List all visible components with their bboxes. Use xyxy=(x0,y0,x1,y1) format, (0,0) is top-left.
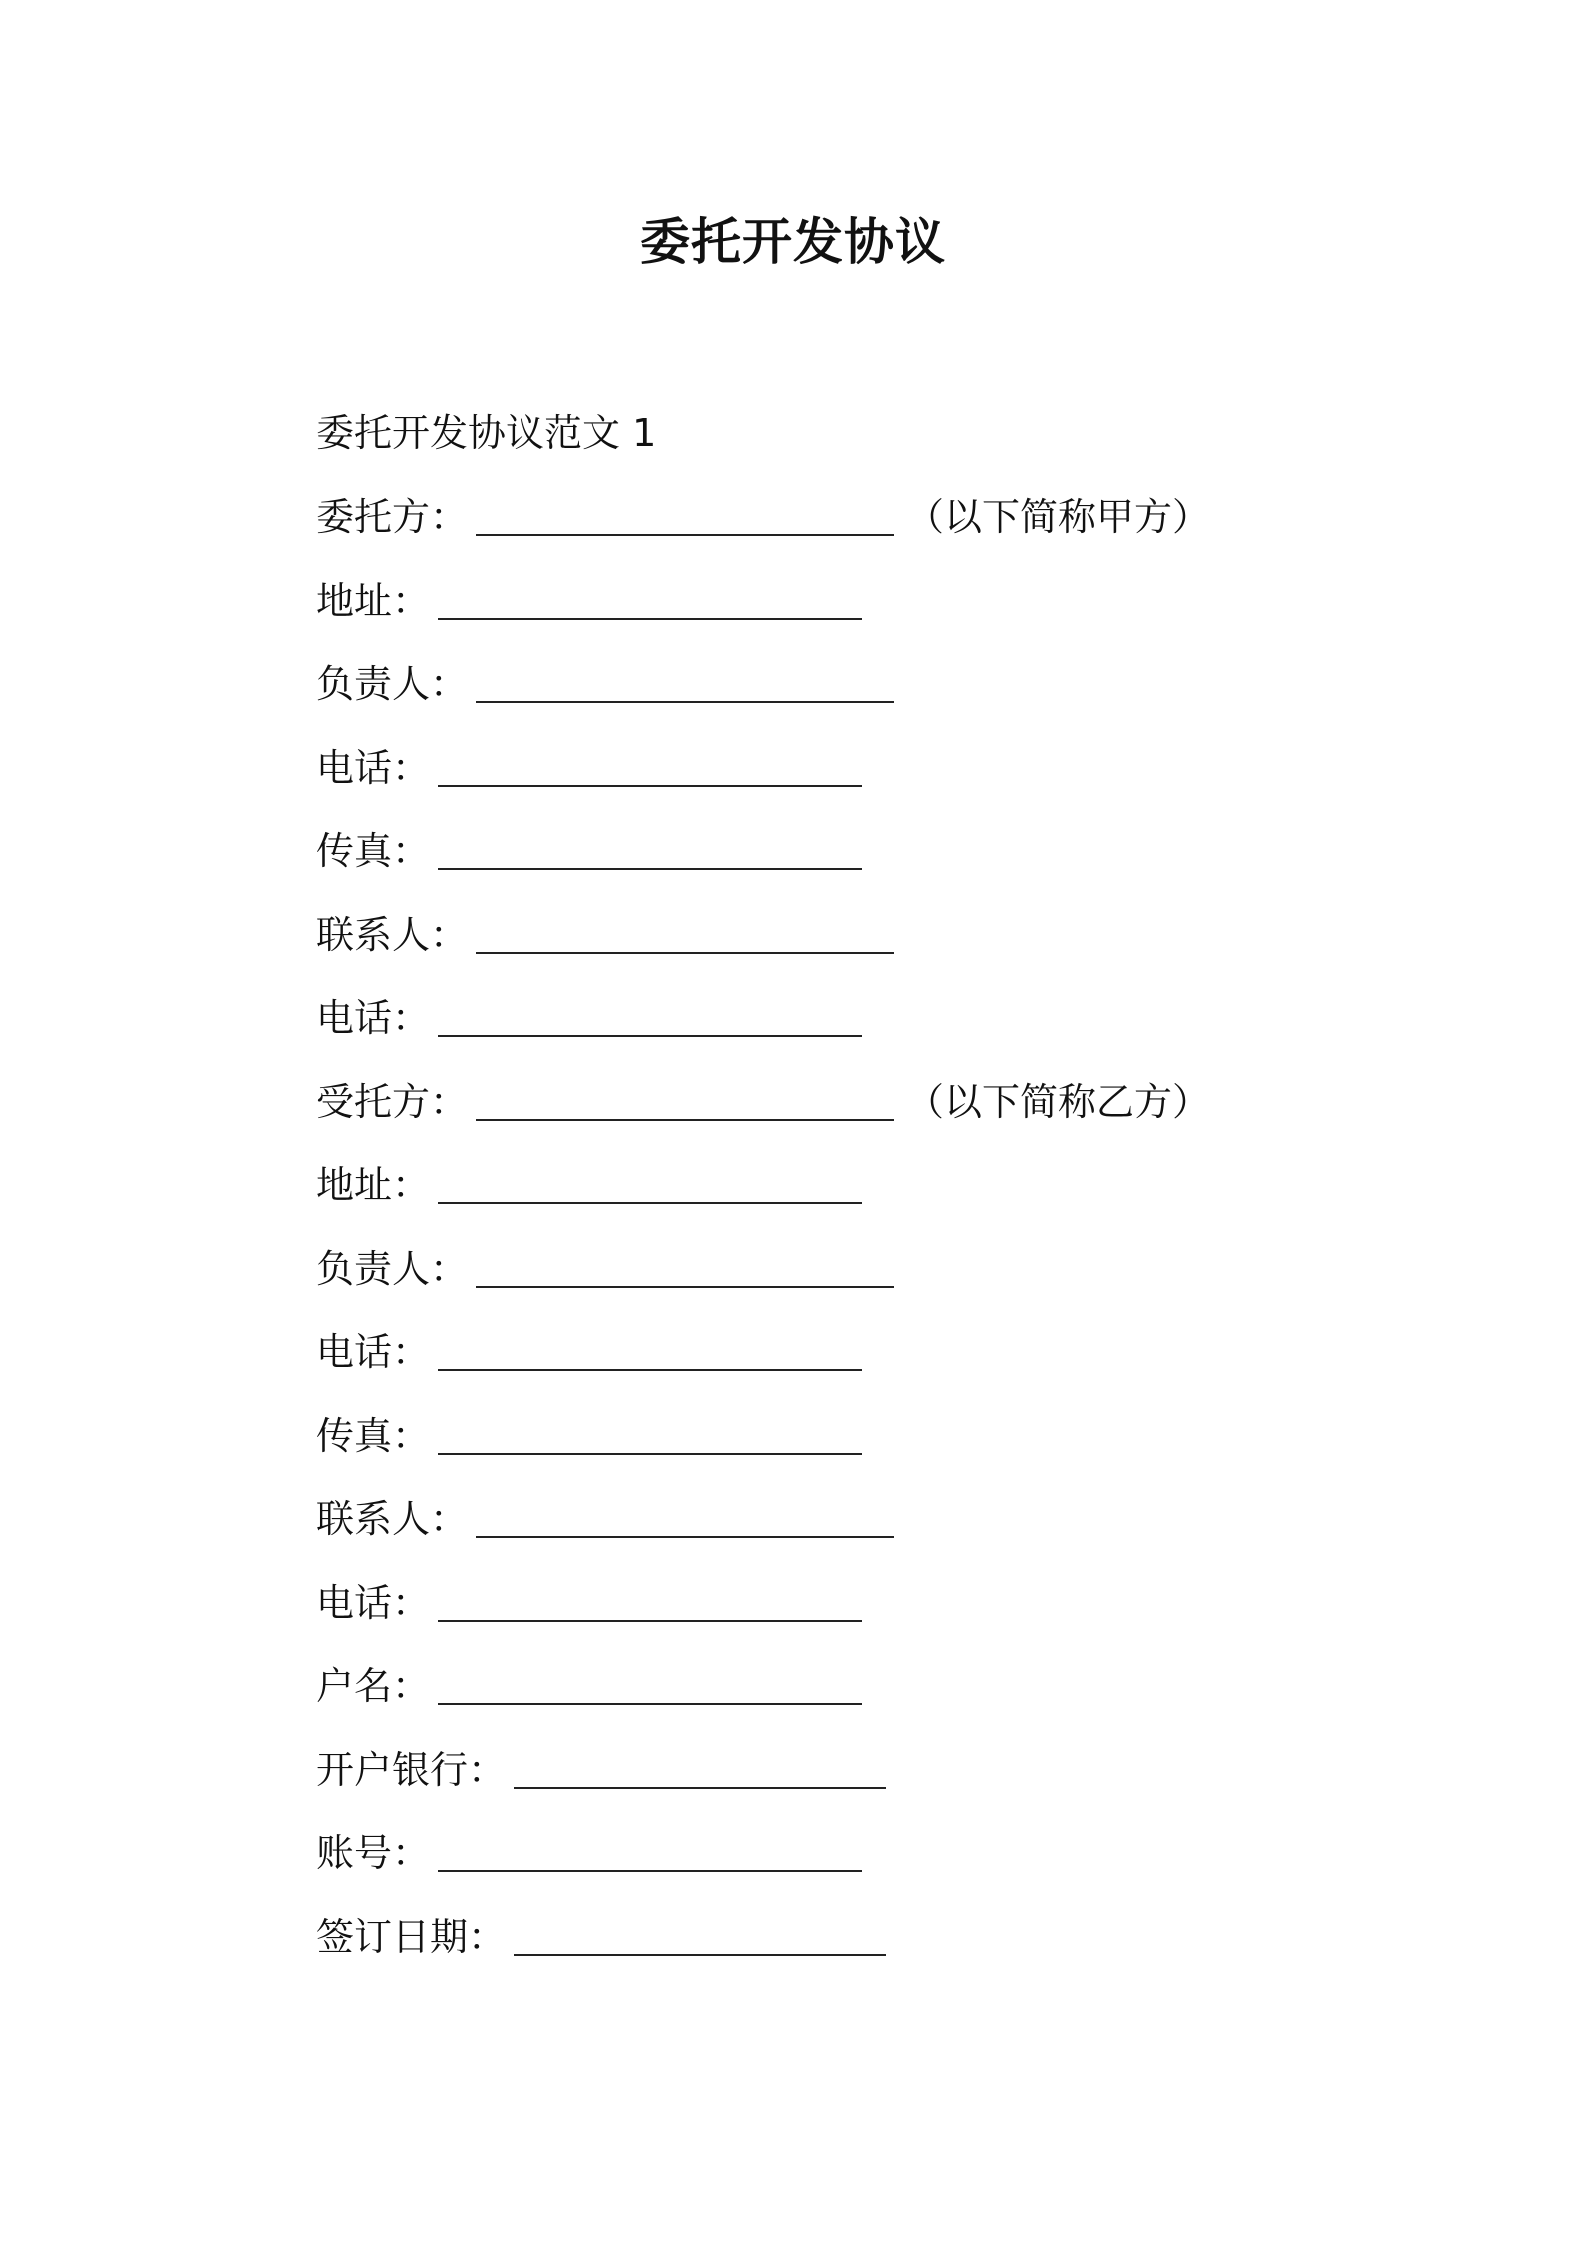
fill-in-blank xyxy=(438,578,862,620)
fill-in-blank xyxy=(438,1413,862,1455)
field-row-contractor-fax xyxy=(316,1411,1210,1495)
field-label: 联系人： xyxy=(316,912,469,957)
field-label: 受托方： xyxy=(316,1079,469,1124)
fill-in-blank xyxy=(514,1914,886,1956)
field-note: （以下简称乙方） xyxy=(906,1079,1211,1124)
field-row-contractor xyxy=(316,1077,1210,1161)
party-info-fields xyxy=(316,492,1210,1995)
field-label: 电话： xyxy=(316,745,431,790)
document-title: 委托开发协议 xyxy=(640,213,946,271)
field-row-client-manager xyxy=(316,659,1210,743)
fill-in-blank xyxy=(476,912,894,954)
field-row-client-contact xyxy=(316,910,1210,994)
fill-in-blank xyxy=(438,1580,862,1622)
fill-in-blank xyxy=(476,1079,894,1121)
field-label: 传真： xyxy=(316,829,431,873)
field-row-contractor-manager xyxy=(316,1244,1210,1328)
fill-in-blank xyxy=(514,1747,886,1789)
fill-in-blank xyxy=(476,1246,894,1288)
field-row-bank xyxy=(316,1745,1210,1829)
field-label: 账号： xyxy=(316,1831,431,1875)
fill-in-blank xyxy=(438,995,862,1037)
field-row-contractor-address xyxy=(316,1160,1210,1244)
field-label: 开户银行： xyxy=(316,1747,507,1792)
field-label: 联系人： xyxy=(316,1497,469,1541)
field-label: 委托方： xyxy=(316,495,469,539)
field-label: 传真： xyxy=(316,1413,431,1458)
field-row-client-address xyxy=(316,576,1210,660)
field-row-contractor-phone xyxy=(316,1327,1210,1411)
fill-in-blank xyxy=(438,1329,862,1371)
field-label: 电话： xyxy=(316,1580,431,1625)
field-label: 电话： xyxy=(316,1330,431,1374)
field-row-signing-date xyxy=(316,1912,1210,1996)
document-subtitle: 委托开发协议范文 1 xyxy=(316,411,657,455)
field-label: 户名： xyxy=(316,1664,431,1708)
field-label: 负责人： xyxy=(316,1246,469,1291)
field-row-contractor-contact xyxy=(316,1494,1210,1578)
field-row-account-name xyxy=(316,1661,1210,1745)
fill-in-blank xyxy=(476,494,894,536)
field-label: 电话： xyxy=(316,996,431,1040)
field-row-contractor-contact-phone xyxy=(316,1578,1210,1662)
field-label: 地址： xyxy=(316,578,431,623)
fill-in-blank xyxy=(438,1830,862,1872)
field-row-account-number xyxy=(316,1828,1210,1912)
fill-in-blank xyxy=(438,1162,862,1204)
field-row-client-phone xyxy=(316,743,1210,827)
fill-in-blank xyxy=(438,745,862,787)
fill-in-blank xyxy=(438,1663,862,1705)
fill-in-blank xyxy=(438,828,862,870)
fill-in-blank xyxy=(476,1496,894,1538)
fill-in-blank xyxy=(476,661,894,703)
field-label: 地址： xyxy=(316,1163,431,1207)
field-label: 签订日期： xyxy=(316,1914,507,1959)
field-label: 负责人： xyxy=(316,662,469,706)
field-note: （以下简称甲方） xyxy=(906,495,1211,539)
field-row-client xyxy=(316,492,1210,576)
field-row-client-fax xyxy=(316,826,1210,910)
field-row-client-contact-phone xyxy=(316,993,1210,1077)
